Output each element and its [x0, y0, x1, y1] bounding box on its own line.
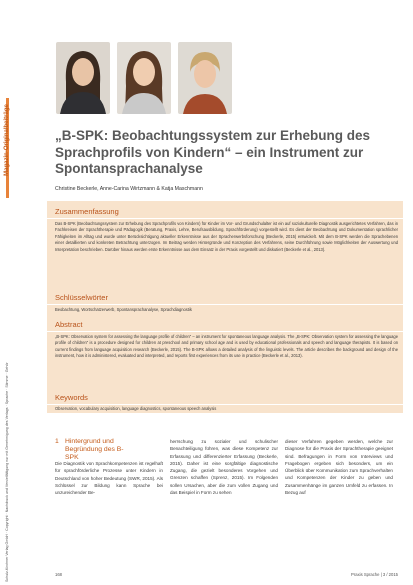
keywords-text: Beobachtung, Wortschatzerwerb, Spontansprachanalyse, Sprachdiagnostik [55, 307, 192, 312]
divider [47, 404, 403, 405]
body-column-1: Die Diagnostik von Sprachkompetenzen ist regelhaft für sprachförderliche Prozesse unter Kindern in Deutschland von hoher Bedeutung (SWR, 2015). Als Schlüssel zur Bildung kann Sprache bei unzureichender Be- [55, 461, 163, 496]
page-footer [55, 572, 398, 580]
section-number: 1 [55, 438, 59, 445]
portrait-author-1-image [56, 42, 110, 114]
author-photo-3 [178, 42, 232, 114]
section-heading: Hintergrund und Begründung des B-SPK [65, 438, 124, 461]
section-category-label: Magazin-Originalbeiträge [4, 104, 10, 176]
copyright-legal-text: Schulz-Kirchner Verlag GmbH · Copyright · Nachdruck und Vervielfältigung nur mit Genehmigung des Verlags · Sprache · Stimme · Gehör [5, 362, 9, 582]
journal-reference: Praxis Sprache | 3 / 2015 [351, 572, 398, 577]
summary-text: Das B-SPK (Beobachtungssystem zur Erhebung des Sprachprofils von Kindern) für Kinder im Vor- und Grundschulalter ist ein auf soziokulturelle Diagnostik ausgerichtetes Verfahren, das in Fachkreisen der Sprachtherapie und Pädagogik (Beratung, Praxis, Lehre, Berufsausbildung, Sprachförderung) vorgestellt wird. Es dient der Beobachtung und Dokumentation sprachlicher Fähigkeiten im Alltag und wurde unter Berücksichtigung aktueller Erkenntnisse aus der Spracherwerbsforschung (Beckerle, 2015) entwickelt. Mit dem B-SPK werden die Sprachebenen einer detaillierten und konkreten Betrachtung unterzogen. Im Beitrag werden Hintergründe und Konzeption des Verfahrens, seine Durchführung sowie Möglichkeiten der Auswertung und Interpretation beschrieben. Darüber hinaus werden erste Erkenntnisse aus dem Einsatz in der Praxis vorgestellt und diskutiert (Beckerle et al., 2013). [55, 221, 398, 252]
author-photo-2 [117, 42, 171, 114]
portrait-author-2-image [117, 42, 171, 114]
en-keywords-heading: Keywords [55, 393, 88, 402]
article-title: „B-SPK: Beobachtungssystem zur Erhebung des Sprachprofils von Kindern“ – ein Instrument zur Spontansprachanalyse [55, 128, 371, 176]
article-authors: Christine Beckerle, Anne-Carina Wirtzmann & Katja Maschmann [55, 186, 203, 192]
keywords-heading: Schlüsselwörter [55, 293, 108, 302]
abstract-heading: Abstract [55, 320, 83, 329]
divider [47, 331, 403, 332]
divider [47, 218, 403, 219]
abstract-text: „B-SPK: Observation system for assessing the language profile of children“ – an instrument for spontaneous language analysis. The „B-SPK: Observation system for assessing the language profile of children“ is a procedure designed for children at preschool and primary school age and is used by educational professionals and speech and language therapists. It is based on current findings from language acquisition research (Beckerle, 2015). The B-SPK allows a detailed analysis of the linguistic levels. The article describes the background and design of the instrument, how it is administered, evaluated and interpreted, and reports first experiences from its use in practice (Beckerle et al., 2013). [55, 334, 398, 359]
portrait-author-3-image [178, 42, 232, 114]
divider [47, 304, 403, 305]
body-column-2: herrschung zu sozialer und schulischer Benachteiligung führen, was diese Kompetenz zur Erfassung und differenzierter Erfassung (Beckerle, 2015). Daher ist eine sorgfältige diagnostische Zugang, die gezielt besonderes Vorgehen und Grenzen schaffen (Sprenz, 2015). Im Folgenden sollen Ursachen, aber die zum vollen Zugang und das Beispiel in Form zu sehen [170, 439, 278, 496]
body-column-3: dieser Verfahren gegeben werden, welche zur Diagnose für die Praxis der Sprachtherapie geeignet sind. Befragungen in Form von Interviews und Fragebogen ergeben sich besonders, um ein Überblick über Kommunikation zum Sprachverhalten und Kompetenzen der Kinder zu geben und Zusammenhänge im ganzen Umfeld zu erfassen. In Bezug auf [285, 439, 393, 496]
en-keywords-text: Observation, vocabulary acquisition, language diagnostics, spontaneous speech analysis [55, 406, 217, 411]
summary-heading: Zusammenfassung [55, 207, 119, 216]
page-number: 168 [55, 572, 62, 577]
author-photo-1 [56, 42, 110, 114]
